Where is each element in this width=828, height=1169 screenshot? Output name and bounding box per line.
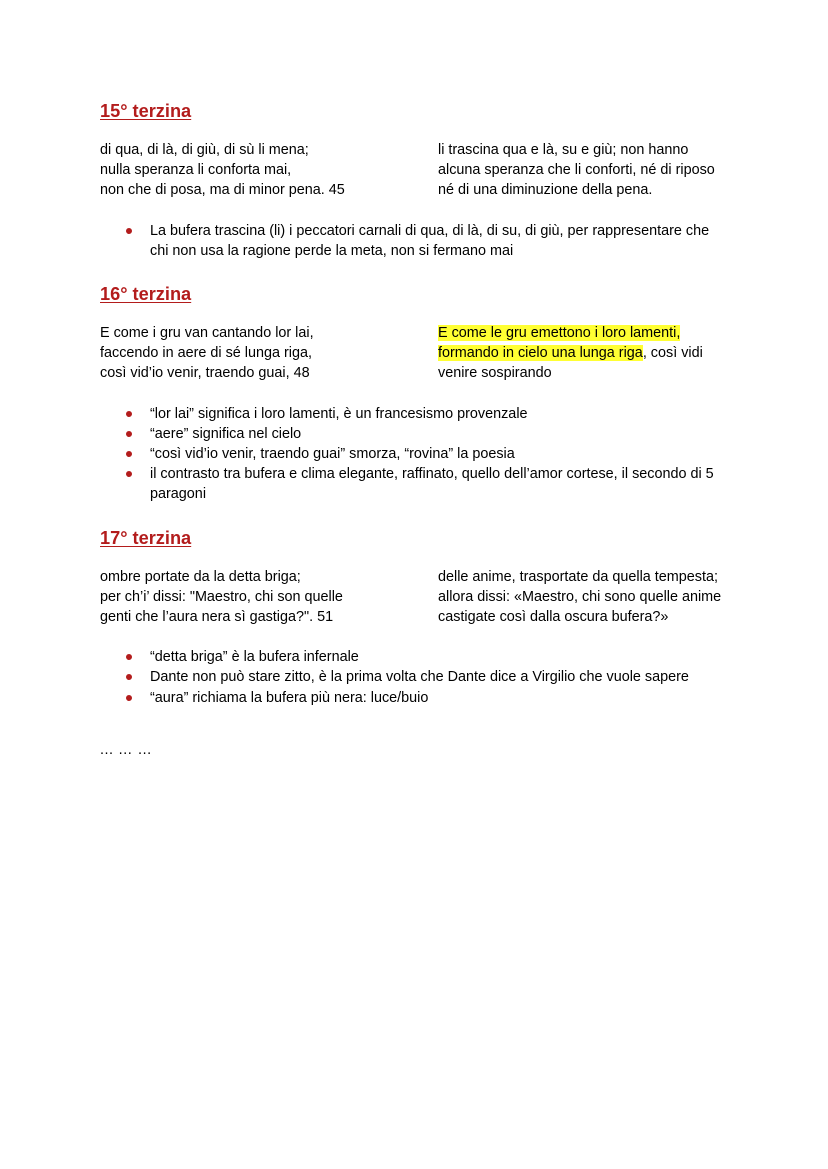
bullet-icon <box>126 431 132 437</box>
verse-line: ombre portate da la detta briga; <box>100 568 301 585</box>
verse-columns <box>100 140 730 201</box>
original-verse <box>100 140 438 201</box>
note-text: Dante non può stare zitto, è la prima volta che Dante dice a Virgilio che vuole sapere <box>150 669 689 686</box>
document-page <box>100 98 730 760</box>
paraphrase-rest: , così vidi venire sospirando <box>438 345 703 382</box>
note-text: “aura” richiama la bufera più nera: luce/buio <box>150 689 429 706</box>
original-verse <box>100 323 438 384</box>
bullet-icon <box>126 228 132 234</box>
note-text: La bufera trascina (li) i peccatori carnali di qua, di là, di su, di giù, per rappresentare che chi non usa la ragione perde la meta, non si fermano mai <box>150 222 710 259</box>
paraphrase <box>438 140 730 201</box>
verse-line: genti che l’aura nera sì gastiga?". 51 <box>100 609 334 626</box>
paraphrase-text <box>438 323 730 384</box>
notes-list <box>100 647 730 708</box>
paraphrase <box>438 567 730 628</box>
verse-line: non che di posa, ma di minor pena. 45 <box>100 182 345 199</box>
section-title: 17° terzina <box>100 527 192 548</box>
list-item <box>150 221 730 261</box>
verse-line: così vid’io venir, traendo guai, 48 <box>100 365 310 382</box>
section-title: 16° terzina <box>100 284 192 305</box>
bullet-icon <box>126 471 132 477</box>
paraphrase-text: li trascina qua e là, su e giù; non hanno alcuna speranza che li conforti, né di riposo né di una diminuzione della pena. <box>438 142 715 199</box>
verse-line: nulla speranza li conforta mai, <box>100 162 292 179</box>
note-text: “così vid’io venir, traendo guai” smorza, “rovina” la poesia <box>150 446 515 463</box>
bullet-icon <box>126 411 132 417</box>
list-item <box>150 424 730 444</box>
list-item <box>150 688 730 708</box>
section-15-terzina <box>100 98 730 261</box>
section-16-terzina <box>100 281 730 505</box>
section-17-terzina <box>100 525 730 708</box>
paraphrase <box>438 323 730 384</box>
notes-list <box>100 221 730 261</box>
paraphrase-text: delle anime, trasportate da quella tempesta; allora dissi: «Maestro, chi sono quelle anime castigate così dalla oscura bufera?» <box>438 568 722 626</box>
bullet-icon <box>126 451 132 457</box>
note-text: “lor lai” significa i loro lamenti, è un francesismo provenzale <box>150 405 528 422</box>
note-text: “aere” significa nel cielo <box>150 425 302 442</box>
note-text: il contrasto tra bufera e clima elegante, raffinato, quello dell’amor cortese, il secondo di 5 paragoni <box>150 466 714 503</box>
highlighted-text: E come le gru emettono i loro lamenti, formando in cielo una lunga riga <box>438 325 681 362</box>
original-verse <box>100 567 438 628</box>
list-item <box>150 464 730 504</box>
verse-columns <box>100 323 730 384</box>
ellipsis-text: ... … … <box>100 741 153 758</box>
verse-columns <box>100 567 730 628</box>
list-item <box>150 444 730 464</box>
verse-line: per ch’i’ dissi: "Maestro, chi son quelle <box>100 588 343 605</box>
bullet-icon <box>126 695 132 701</box>
verse-line: faccendo in aere di sé lunga riga, <box>100 345 313 362</box>
bullet-icon <box>126 674 132 680</box>
list-item <box>150 667 730 687</box>
verse-line: E come i gru van cantando lor lai, <box>100 325 314 342</box>
list-item <box>150 404 730 424</box>
verse-line: di qua, di là, di giù, di sù li mena; <box>100 142 309 158</box>
bullet-icon <box>126 654 132 660</box>
note-text: “detta briga” è la bufera infernale <box>150 649 359 666</box>
notes-list <box>100 404 730 505</box>
section-title: 15° terzina <box>100 101 192 121</box>
list-item <box>150 647 730 667</box>
